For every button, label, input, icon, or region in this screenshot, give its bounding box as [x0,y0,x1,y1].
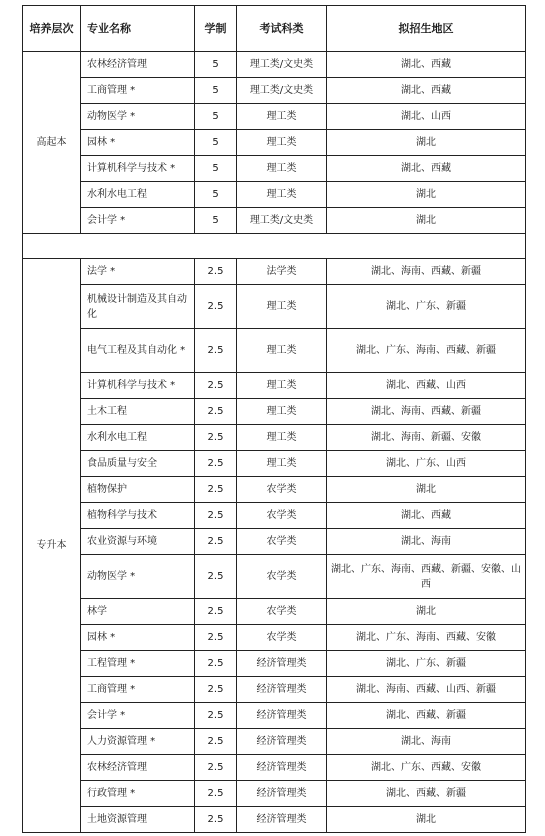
region-cell: 湖北、山西 [327,104,526,130]
subject-cell: 理工类 [237,285,327,329]
years-cell: 5 [195,78,237,104]
subject-cell: 经济管理类 [237,703,327,729]
subject-cell: 农学类 [237,599,327,625]
years-cell: 2.5 [195,477,237,503]
subject-cell: 经济管理类 [237,729,327,755]
years-cell: 2.5 [195,259,237,285]
major-cell: 植物保护 [81,477,195,503]
table-row [23,625,526,651]
spacer-row [23,234,526,259]
major-cell: 人力资源管理 * [81,729,195,755]
years-cell: 2.5 [195,625,237,651]
years-cell: 2.5 [195,373,237,399]
major-cell: 林学 [81,599,195,625]
table-row [23,807,526,833]
major-cell: 土木工程 [81,399,195,425]
years-cell: 5 [195,182,237,208]
subject-cell: 理工类/文史类 [237,78,327,104]
years-cell: 2.5 [195,807,237,833]
major-cell: 水利水电工程 [81,182,195,208]
major-cell: 行政管理 * [81,781,195,807]
region-cell: 湖北 [327,208,526,234]
major-cell: 电气工程及其自动化 * [81,329,195,373]
years-cell: 2.5 [195,425,237,451]
table-row [23,156,526,182]
major-cell: 机械设计制造及其自动化 [81,285,195,329]
subject-cell: 理工类 [237,130,327,156]
table-row [23,373,526,399]
region-cell: 湖北、海南、西藏、新疆 [327,399,526,425]
years-cell: 2.5 [195,399,237,425]
major-cell: 动物医学 * [81,555,195,599]
years-cell: 2.5 [195,781,237,807]
years-cell: 2.5 [195,529,237,555]
subject-cell: 理工类 [237,451,327,477]
table-row [23,130,526,156]
region-cell: 湖北、西藏 [327,503,526,529]
subject-cell: 农学类 [237,477,327,503]
region-cell: 湖北、西藏 [327,52,526,78]
region-cell: 湖北、西藏 [327,78,526,104]
subject-cell: 法学类 [237,259,327,285]
region-cell: 湖北、西藏 [327,156,526,182]
major-cell: 工商管理 * [81,78,195,104]
table-row [23,529,526,555]
table-body [23,52,526,833]
region-cell: 湖北、西藏、新疆 [327,703,526,729]
region-cell: 湖北、广东、海南、西藏、新疆 [327,329,526,373]
header-major: 专业名称 [81,6,195,52]
region-cell: 湖北、广东、海南、西藏、安徽 [327,625,526,651]
years-cell: 5 [195,52,237,78]
region-cell: 湖北、海南、西藏、新疆 [327,259,526,285]
region-cell: 湖北、广东、新疆 [327,285,526,329]
subject-cell: 理工类 [237,399,327,425]
spacer-cell [23,234,526,259]
region-cell: 湖北、西藏、新疆 [327,781,526,807]
major-cell: 水利水电工程 [81,425,195,451]
region-cell: 湖北、海南 [327,729,526,755]
table-row [23,425,526,451]
header-region: 拟招生地区 [327,6,526,52]
subject-cell: 农学类 [237,503,327,529]
years-cell: 5 [195,104,237,130]
subject-cell: 农学类 [237,625,327,651]
years-cell: 5 [195,130,237,156]
major-cell: 会计学 * [81,703,195,729]
years-cell: 2.5 [195,451,237,477]
subject-cell: 经济管理类 [237,781,327,807]
years-cell: 2.5 [195,285,237,329]
subject-cell: 理工类 [237,425,327,451]
table-row [23,729,526,755]
subject-cell: 理工类 [237,104,327,130]
years-cell: 2.5 [195,729,237,755]
subject-cell: 理工类 [237,373,327,399]
region-cell: 湖北 [327,477,526,503]
table-row [23,781,526,807]
subject-cell: 理工类 [237,182,327,208]
years-cell: 2.5 [195,555,237,599]
subject-cell: 农学类 [237,555,327,599]
subject-cell: 理工类/文史类 [237,208,327,234]
table-row [23,208,526,234]
years-cell: 2.5 [195,329,237,373]
major-cell: 工商管理 * [81,677,195,703]
region-cell: 湖北 [327,130,526,156]
header-row [23,6,526,52]
table-row [23,104,526,130]
region-cell: 湖北 [327,599,526,625]
table-row [23,651,526,677]
table-row [23,399,526,425]
years-cell: 5 [195,208,237,234]
table-row [23,503,526,529]
subject-cell: 理工类 [237,329,327,373]
years-cell: 2.5 [195,703,237,729]
header-subject: 考试科类 [237,6,327,52]
table-row [23,555,526,599]
table-row [23,451,526,477]
region-cell: 湖北、西藏、山西 [327,373,526,399]
major-cell: 会计学 * [81,208,195,234]
major-cell: 农林经济管理 [81,52,195,78]
major-cell: 农林经济管理 [81,755,195,781]
subject-cell: 理工类/文史类 [237,52,327,78]
table-row [23,285,526,329]
table-row [23,703,526,729]
table-row [23,329,526,373]
table-row [23,182,526,208]
major-cell: 园林 * [81,130,195,156]
major-cell: 计算机科学与技术 * [81,373,195,399]
years-cell: 2.5 [195,503,237,529]
major-cell: 食品质量与安全 [81,451,195,477]
years-cell: 2.5 [195,599,237,625]
years-cell: 2.5 [195,677,237,703]
level-cell: 高起本 [23,52,81,234]
subject-cell: 农学类 [237,529,327,555]
major-cell: 动物医学 * [81,104,195,130]
header-level: 培养层次 [23,6,81,52]
table-row [23,677,526,703]
subject-cell: 经济管理类 [237,651,327,677]
region-cell: 湖北 [327,807,526,833]
subject-cell: 理工类 [237,156,327,182]
subject-cell: 经济管理类 [237,677,327,703]
major-cell: 计算机科学与技术 * [81,156,195,182]
years-cell: 2.5 [195,651,237,677]
region-cell: 湖北、海南 [327,529,526,555]
major-cell: 土地资源管理 [81,807,195,833]
header-years: 学制 [195,6,237,52]
region-cell: 湖北、海南、新疆、安徽 [327,425,526,451]
major-cell: 植物科学与技术 [81,503,195,529]
region-cell: 湖北 [327,182,526,208]
major-cell: 法学 * [81,259,195,285]
major-cell: 园林 * [81,625,195,651]
table-row [23,259,526,285]
region-cell: 湖北、广东、海南、西藏、新疆、安徽、山西 [327,555,526,599]
region-cell: 湖北、广东、山西 [327,451,526,477]
region-cell: 湖北、广东、新疆 [327,651,526,677]
region-cell: 湖北、广东、西藏、安徽 [327,755,526,781]
subject-cell: 经济管理类 [237,755,327,781]
table-row [23,78,526,104]
subject-cell: 经济管理类 [237,807,327,833]
table-row [23,477,526,503]
years-cell: 5 [195,156,237,182]
table-row [23,755,526,781]
table-row [23,52,526,78]
level-cell: 专升本 [23,259,81,833]
enrollment-table [22,5,526,833]
years-cell: 2.5 [195,755,237,781]
major-cell: 工程管理 * [81,651,195,677]
major-cell: 农业资源与环境 [81,529,195,555]
region-cell: 湖北、海南、西藏、山西、新疆 [327,677,526,703]
table-row [23,599,526,625]
